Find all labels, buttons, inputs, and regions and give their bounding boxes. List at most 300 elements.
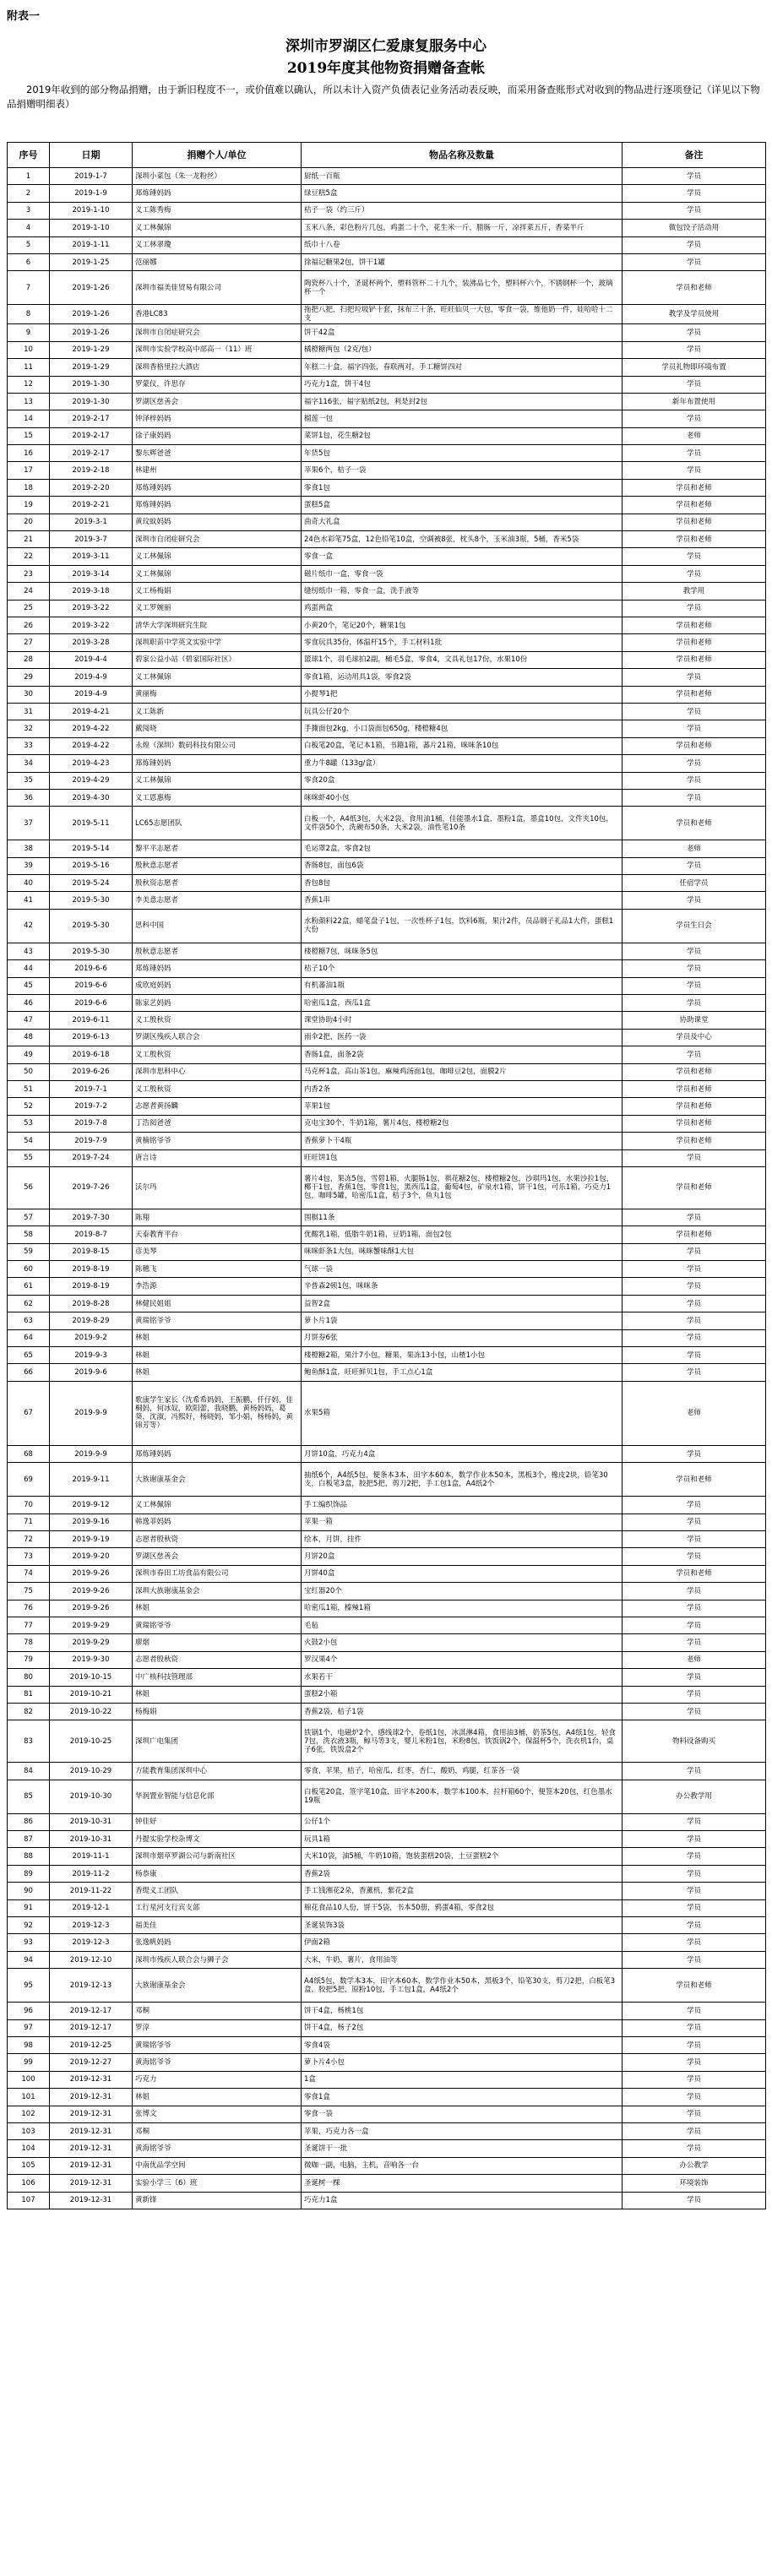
cell-no: 29 xyxy=(8,669,50,686)
table-row xyxy=(8,1278,766,1295)
cell-items: 月饼20盒 xyxy=(302,1548,622,1565)
cell-items: A4纸5包，数学本3本，田字本60本，数学作业本50本，黑板3个，铅笔30支，剪刀2把，白板笔3盒，胶把5把，原粉10包，手工包1盒，A4纸2个 xyxy=(302,1969,622,2003)
cell-note: 学员 xyxy=(622,2140,766,2157)
cell-items: 蛋糕2小箱 xyxy=(302,1686,622,1703)
cell-no: 106 xyxy=(8,2175,50,2192)
cell-note: 学员 xyxy=(622,2054,766,2071)
table-row xyxy=(8,875,766,892)
cell-donor: 义工罗婉丽 xyxy=(133,600,302,617)
cell-note: 学员 xyxy=(622,445,766,462)
cell-date: 2019-9-12 xyxy=(50,1497,133,1514)
header-items: 物品名称及数量 xyxy=(302,143,622,168)
cell-donor: 志愿者殷秋资 xyxy=(133,1531,302,1548)
cell-note: 学员 xyxy=(622,376,766,393)
cell-date: 2019-9-6 xyxy=(50,1364,133,1381)
cell-no: 90 xyxy=(8,1883,50,1899)
cell-note: 学员 xyxy=(622,548,766,565)
cell-note: 学员 xyxy=(622,1583,766,1600)
table-row xyxy=(8,1115,766,1132)
cell-no: 35 xyxy=(8,772,50,789)
header-no: 序号 xyxy=(8,143,50,168)
cell-donor: 福美佳 xyxy=(133,1917,302,1934)
cell-note: 办公教学用 xyxy=(622,1780,766,1813)
cell-date: 2019-2-17 xyxy=(50,427,133,444)
cell-items: 纸巾十八卷 xyxy=(302,236,622,253)
cell-donor: 李浩源 xyxy=(133,1278,302,1295)
cell-note: 学员 xyxy=(622,1917,766,1934)
cell-donor: 张逸帆妈妈 xyxy=(133,1934,302,1951)
table-row xyxy=(8,2192,766,2209)
table-row xyxy=(8,2106,766,2122)
cell-items: 铁锅1个，电磁炉2个，感线球2个，卷纸1包，冰淇淋4箱，食用油3桶，奶茶5包，A4纸1包，轻食7包，洗衣液3瓶，鲸马等3支，婴儿米粉1包，米粉8包，铁饭锅2个，保温杯5个，洗衣机1台，桌子6张，铁饭盒2个 xyxy=(302,1720,622,1763)
cell-no: 102 xyxy=(8,2106,50,2122)
table-row xyxy=(8,909,766,943)
cell-date: 2019-5-24 xyxy=(50,875,133,892)
cell-no: 66 xyxy=(8,1364,50,1381)
cell-items: 福字116张，福字贴纸2包，利是封2包 xyxy=(302,393,622,410)
cell-items: 手工钱湘花2朵，香薰机，紫花2盒 xyxy=(302,1883,622,1899)
cell-date: 2019-3-1 xyxy=(50,514,133,530)
cell-note: 学员和老师 xyxy=(622,1463,766,1497)
cell-note: 学员 xyxy=(622,1209,766,1226)
cell-no: 80 xyxy=(8,1669,50,1686)
cell-date: 2019-8-15 xyxy=(50,1243,133,1260)
cell-note: 学员 xyxy=(622,1763,766,1780)
cell-date: 2019-10-15 xyxy=(50,1669,133,1686)
cell-items: 克电宝30个，牛奶1箱，薯片4包，楼橙糖2包 xyxy=(302,1115,622,1132)
cell-items: 年糕二十盒，福字四张，春联两对，手工糖饼四对 xyxy=(302,359,622,376)
cell-items: 苹果，巧克力各一盒 xyxy=(302,2122,622,2139)
cell-date: 2019-9-11 xyxy=(50,1463,133,1497)
cell-no: 87 xyxy=(8,1831,50,1848)
table-row xyxy=(8,1295,766,1312)
donation-ledger-table xyxy=(7,142,766,2209)
cell-note: 学员 xyxy=(622,1686,766,1703)
table-row xyxy=(8,168,766,185)
cell-no: 28 xyxy=(8,651,50,668)
table-row xyxy=(8,600,766,617)
cell-no: 51 xyxy=(8,1080,50,1097)
cell-donor: 郑炼锤妈妈 xyxy=(133,755,302,772)
cell-no: 54 xyxy=(8,1133,50,1149)
cell-no: 27 xyxy=(8,634,50,651)
cell-note: 学员和老师 xyxy=(622,1565,766,1582)
cell-no: 69 xyxy=(8,1463,50,1497)
table-row xyxy=(8,305,766,324)
cell-note: 学员 xyxy=(622,2106,766,2122)
cell-donor: 唐言诗 xyxy=(133,1149,302,1166)
cell-date: 2019-1-29 xyxy=(50,359,133,376)
cell-note: 学员 xyxy=(622,943,766,959)
table-row xyxy=(8,617,766,633)
cell-note: 学员 xyxy=(622,1831,766,1848)
cell-date: 2019-1-30 xyxy=(50,393,133,410)
cell-no: 83 xyxy=(8,1720,50,1763)
table-row xyxy=(8,2036,766,2053)
cell-date: 2019-9-26 xyxy=(50,1565,133,1582)
table-row xyxy=(8,703,766,720)
cell-no: 33 xyxy=(8,737,50,754)
cell-items: 零食20盒 xyxy=(302,772,622,789)
table-row xyxy=(8,1969,766,2003)
cell-date: 2019-7-8 xyxy=(50,1115,133,1132)
cell-note: 学员 xyxy=(622,1703,766,1720)
cell-items: 厨纸一百瓶 xyxy=(302,168,622,185)
cell-date: 2019-11-22 xyxy=(50,1883,133,1899)
cell-items: 圣诞饼干一批 xyxy=(302,2140,622,2157)
cell-items: 香包8包 xyxy=(302,875,622,892)
table-row xyxy=(8,1531,766,1548)
cell-no: 17 xyxy=(8,462,50,479)
cell-donor: 深圳广电集团 xyxy=(133,1720,302,1763)
cell-donor: 义工杨梅娟 xyxy=(133,583,302,600)
cell-note: 学员 xyxy=(622,341,766,358)
cell-no: 15 xyxy=(8,427,50,444)
cell-date: 2019-1-10 xyxy=(50,220,133,236)
cell-note: 学员 xyxy=(622,1278,766,1295)
cell-donor: 义工林佩锦 xyxy=(133,220,302,236)
cell-items: 零食一袋 xyxy=(302,2106,622,2122)
table-row xyxy=(8,892,766,909)
table-row xyxy=(8,341,766,358)
cell-date: 2019-5-16 xyxy=(50,857,133,874)
cell-items: 零食1箱，运动用具1袋，零食2袋 xyxy=(302,669,622,686)
cell-note: 学员 xyxy=(622,1046,766,1063)
cell-no: 107 xyxy=(8,2192,50,2209)
cell-no: 73 xyxy=(8,1548,50,1565)
cell-date: 2019-9-2 xyxy=(50,1329,133,1346)
cell-items: 篮球1个，羽毛球拍2副，桶毛5盒，零食4，文具礼包17份，水果10份 xyxy=(302,651,622,668)
table-row xyxy=(8,2122,766,2139)
cell-date: 2019-1-26 xyxy=(50,305,133,324)
cell-no: 105 xyxy=(8,2157,50,2174)
cell-donor: 陈穗飞 xyxy=(133,1261,302,1278)
cell-items: 菜饼1包，花生糖2包 xyxy=(302,427,622,444)
table-row xyxy=(8,1347,766,1364)
cell-note: 学员 xyxy=(622,1312,766,1329)
table-row xyxy=(8,1261,766,1278)
cell-donor: 罗湖区慈善会 xyxy=(133,1548,302,1565)
cell-no: 4 xyxy=(8,220,50,236)
cell-items: 香肠1盒，面条2袋 xyxy=(302,1046,622,1063)
cell-items: 绿豆糕5盒 xyxy=(302,185,622,202)
cell-date: 2019-4-22 xyxy=(50,737,133,754)
cell-no: 68 xyxy=(8,1445,50,1462)
cell-date: 2019-10-22 xyxy=(50,1703,133,1720)
cell-date: 2019-5-30 xyxy=(50,909,133,943)
table-row xyxy=(8,737,766,754)
cell-no: 104 xyxy=(8,2140,50,2157)
table-row xyxy=(8,1029,766,1046)
cell-note: 学员 xyxy=(622,1934,766,1951)
cell-date: 2019-4-22 xyxy=(50,720,133,737)
table-row xyxy=(8,220,766,236)
cell-no: 48 xyxy=(8,1029,50,1046)
table-row xyxy=(8,1012,766,1029)
cell-note: 学员 xyxy=(622,1883,766,1899)
cell-no: 81 xyxy=(8,1686,50,1703)
cell-no: 39 xyxy=(8,857,50,874)
table-row xyxy=(8,1703,766,1720)
table-row xyxy=(8,977,766,994)
cell-no: 5 xyxy=(8,236,50,253)
cell-donor: 殷秋意志愿者 xyxy=(133,943,302,959)
cell-note: 老师 xyxy=(622,1381,766,1445)
cell-no: 31 xyxy=(8,703,50,720)
cell-date: 2019-3-22 xyxy=(50,617,133,633)
cell-donor: 深圳市春田工坊食品有限公司 xyxy=(133,1565,302,1582)
cell-date: 2019-6-13 xyxy=(50,1029,133,1046)
cell-note: 学员和老师 xyxy=(622,686,766,703)
table-row xyxy=(8,651,766,668)
cell-items: 香蕉萝卜干4瓶 xyxy=(302,1133,622,1149)
cell-date: 2019-1-30 xyxy=(50,376,133,393)
cell-note: 学员 xyxy=(622,2071,766,2088)
cell-donor: 深圳市实验学校高中部高一（11）班 xyxy=(133,341,302,358)
table-row xyxy=(8,2019,766,2036)
cell-note: 学员 xyxy=(622,857,766,874)
cell-no: 1 xyxy=(8,168,50,185)
cell-items: 苹果1包 xyxy=(302,1098,622,1115)
cell-items: 香蕉2袋 xyxy=(302,1865,622,1882)
cell-items: 棉花食品10人份，饼干5袋，书本50册，鸦蛋4箱，零食2包 xyxy=(302,1899,622,1916)
cell-date: 2019-6-26 xyxy=(50,1063,133,1080)
cell-items: 桔子一袋（约三斤） xyxy=(302,202,622,219)
cell-donor: 义工殷秋资 xyxy=(133,1080,302,1097)
cell-no: 2 xyxy=(8,185,50,202)
cell-items: 哈密瓜1箱，榛辣1箱 xyxy=(302,1600,622,1617)
cell-donor: 彦美琴 xyxy=(133,1243,302,1260)
table-row xyxy=(8,686,766,703)
cell-donor: 罗蒙仪，许思存 xyxy=(133,376,302,393)
table-row xyxy=(8,1686,766,1703)
cell-donor: 义工恩惠梅 xyxy=(133,789,302,806)
cell-donor: 中广核科技管理部 xyxy=(133,1669,302,1686)
cell-note: 学员 xyxy=(622,236,766,253)
cell-date: 2019-2-17 xyxy=(50,410,133,427)
cell-date: 2019-7-1 xyxy=(50,1080,133,1097)
cell-items: 围棋11条 xyxy=(302,1209,622,1226)
cell-no: 98 xyxy=(8,2036,50,2053)
cell-date: 2019-10-31 xyxy=(50,1813,133,1830)
table-row xyxy=(8,1463,766,1497)
cell-no: 101 xyxy=(8,2089,50,2106)
cell-donor: 张博文 xyxy=(133,2106,302,2122)
cell-note: 学员 xyxy=(622,1445,766,1462)
cell-donor: 邓桐 xyxy=(133,2122,302,2139)
cell-items: 马克杯1盒，高山茶1包，麻辣鸡汤面1包，咖啡豆2包，面膜2片 xyxy=(302,1063,622,1080)
cell-no: 91 xyxy=(8,1899,50,1916)
cell-date: 2019-12-25 xyxy=(50,2036,133,2053)
table-row xyxy=(8,1651,766,1668)
table-row xyxy=(8,755,766,772)
cell-donor: 黄海铭爷爷 xyxy=(133,2140,302,2157)
cell-no: 6 xyxy=(8,253,50,270)
cell-donor: LC65志愿团队 xyxy=(133,807,302,840)
table-row xyxy=(8,1149,766,1166)
table-row xyxy=(8,1565,766,1582)
cell-date: 2019-12-3 xyxy=(50,1934,133,1951)
cell-items: 白板笔20盒，签字笔10盒，田字本200本，数学本100本，拉杆箱60个，便签本20包，红色墨水19瓶 xyxy=(302,1780,622,1813)
table-row xyxy=(8,548,766,565)
cell-items: 优酸乳1箱，低脂牛奶1箱，豆奶1箱，面包2包 xyxy=(302,1226,622,1243)
cell-no: 23 xyxy=(8,565,50,582)
cell-note: 学员 xyxy=(622,565,766,582)
cell-donor: 邓桐 xyxy=(133,2003,302,2019)
cell-note: 学员 xyxy=(622,1865,766,1882)
cell-no: 82 xyxy=(8,1703,50,1720)
cell-items: 毛运罩2盒，零食2包 xyxy=(302,840,622,857)
table-row xyxy=(8,960,766,977)
cell-date: 2019-10-30 xyxy=(50,1780,133,1813)
cell-no: 77 xyxy=(8,1617,50,1633)
cell-date: 2019-12-31 xyxy=(50,2140,133,2157)
cell-date: 2019-12-27 xyxy=(50,2054,133,2071)
cell-no: 8 xyxy=(8,305,50,324)
cell-date: 2019-12-13 xyxy=(50,1969,133,2003)
table-row xyxy=(8,479,766,496)
cell-no: 79 xyxy=(8,1651,50,1668)
cell-items: 水粉颜料22盒，蜡笔盘子1包，一次性杯子1包，饮料6瓶，果汁2件，员品钢子礼品1大件，蛋糕1大份 xyxy=(302,909,622,943)
cell-no: 26 xyxy=(8,617,50,633)
cell-date: 2019-7-26 xyxy=(50,1166,133,1209)
cell-note: 学员 xyxy=(622,1548,766,1565)
cell-no: 64 xyxy=(8,1329,50,1346)
cell-note: 学员 xyxy=(622,1347,766,1364)
cell-items: 苹果一箱 xyxy=(302,1514,622,1530)
table-row xyxy=(8,772,766,789)
cell-donor: 深圳市福美佳贸易有限公司 xyxy=(133,271,302,305)
cell-items: 楼橙糖7包，咪咪条5包 xyxy=(302,943,622,959)
table-row xyxy=(8,462,766,479)
cell-donor: 廖烟 xyxy=(133,1634,302,1651)
table-row xyxy=(8,1209,766,1226)
cell-items: 火鼓2小包 xyxy=(302,1634,622,1651)
cell-no: 88 xyxy=(8,1848,50,1865)
cell-note: 学员和老师 xyxy=(622,737,766,754)
cell-no: 24 xyxy=(8,583,50,600)
cell-no: 53 xyxy=(8,1115,50,1132)
cell-date: 2019-9-26 xyxy=(50,1600,133,1617)
cell-donor: 林健民姐姐 xyxy=(133,1295,302,1312)
cell-donor: 天泰教育平台 xyxy=(133,1226,302,1243)
table-row xyxy=(8,376,766,393)
cell-note: 学员和老师 xyxy=(622,479,766,496)
cell-items: 伊面2箱 xyxy=(302,1934,622,1951)
cell-items: 玩具公仔20个 xyxy=(302,703,622,720)
cell-no: 50 xyxy=(8,1063,50,1080)
cell-donor: 碧家公益小站（碧家国际社区） xyxy=(133,651,302,668)
cell-no: 70 xyxy=(8,1497,50,1514)
cell-note: 学员 xyxy=(622,2036,766,2053)
table-row xyxy=(8,634,766,651)
cell-note: 学员 xyxy=(622,755,766,772)
cell-donor: 林姐 xyxy=(133,1329,302,1346)
cell-date: 2019-12-31 xyxy=(50,2192,133,2209)
cell-donor: 殷秋资志愿者 xyxy=(133,875,302,892)
cell-date: 2019-7-9 xyxy=(50,1133,133,1149)
cell-donor: 清华大学深圳研究生院 xyxy=(133,617,302,633)
cell-items: 缝纫纸巾一箱，零食一盒，洗手液等 xyxy=(302,583,622,600)
table-row xyxy=(8,857,766,874)
cell-note: 学员和老师 xyxy=(622,1166,766,1209)
cell-donor: 罗湖区残疾人联合会 xyxy=(133,1029,302,1046)
cell-date: 2019-8-29 xyxy=(50,1312,133,1329)
cell-note: 学员和老师 xyxy=(622,497,766,514)
table-row xyxy=(8,669,766,686)
cell-donor: 戴阅晓 xyxy=(133,720,302,737)
cell-note: 学员 xyxy=(622,1600,766,1617)
cell-donor: 黄海铭爷爷 xyxy=(133,2054,302,2071)
cell-donor: 义工陈秀梅 xyxy=(133,202,302,219)
cell-note: 学员和老师 xyxy=(622,514,766,530)
cell-date: 2019-3-14 xyxy=(50,565,133,582)
cell-date: 2019-4-29 xyxy=(50,772,133,789)
cell-no: 16 xyxy=(8,445,50,462)
cell-donor: 义工殷秋资 xyxy=(133,1012,302,1029)
cell-donor: 郑炼锤妈妈 xyxy=(133,185,302,202)
cell-items: 水果若干 xyxy=(302,1669,622,1686)
cell-items: 薯片4包，果冻5包，雪碧1箱，火腿肠1包，祺花糖2包，楼橙糖2包，沙琪玛1包，水果沙拉1包，椰干1包，香蕉1包，零食1包，黑西瓜1盒，葡萄4包，矿泉水1箱，饼干1包，可乐1箱，巧克力1包，咖啡5罐，哈密瓜1盒，桔子3个，鱼丸1包 xyxy=(302,1166,622,1209)
cell-donor: 义工林佩锦 xyxy=(133,1497,302,1514)
cell-no: 41 xyxy=(8,892,50,909)
cell-donor: 义工林佩锦 xyxy=(133,565,302,582)
cell-donor: 华润置业智能与信息化部 xyxy=(133,1780,302,1813)
table-row xyxy=(8,1514,766,1530)
cell-date: 2019-12-31 xyxy=(50,2089,133,2106)
cell-note: 学员 xyxy=(622,1149,766,1166)
table-row xyxy=(8,789,766,806)
cell-note: 学员 xyxy=(622,1243,766,1260)
cell-donor: 陈翔 xyxy=(133,1209,302,1226)
cell-date: 2019-9-20 xyxy=(50,1548,133,1565)
cell-note: 学员 xyxy=(622,1617,766,1633)
cell-items: 萝卜片4小包 xyxy=(302,2054,622,2071)
cell-donor: 丁浩阅爸爸 xyxy=(133,1115,302,1132)
cell-items: 月饼券6张 xyxy=(302,1329,622,1346)
table-row xyxy=(8,1497,766,1514)
ledger-title: 2019年度其他物资捐赠备查帐 xyxy=(286,60,486,77)
cell-note: 学员 xyxy=(622,720,766,737)
table-row xyxy=(8,2157,766,2174)
cell-date: 2019-12-17 xyxy=(50,2019,133,2036)
cell-date: 2019-4-4 xyxy=(50,651,133,668)
table-row xyxy=(8,1063,766,1080)
table-row xyxy=(8,1583,766,1600)
cell-note: 学员 xyxy=(622,168,766,185)
cell-note: 物料设备购买 xyxy=(622,1720,766,1763)
table-row xyxy=(8,1813,766,1830)
cell-note: 教学用 xyxy=(622,583,766,600)
cell-note: 协助课堂 xyxy=(622,1012,766,1029)
cell-note: 学员及中心 xyxy=(622,1029,766,1046)
header-date: 日期 xyxy=(50,143,133,168)
cell-items: 益智2盒 xyxy=(302,1295,622,1312)
cell-items: 气球一袋 xyxy=(302,1261,622,1278)
cell-donor: 义工陈新 xyxy=(133,703,302,720)
table-row xyxy=(8,840,766,857)
table-row xyxy=(8,1046,766,1063)
cell-items: 鲍鱼酥1盒，旺旺鲜贝1包，手工点心1盒 xyxy=(302,1364,622,1381)
cell-note: 学员 xyxy=(622,1514,766,1530)
cell-items: 曲奇大礼盒 xyxy=(302,514,622,530)
cell-donor: 工行星河支行宾支部 xyxy=(133,1899,302,1916)
cell-note: 学员和老师 xyxy=(622,1969,766,2003)
cell-no: 100 xyxy=(8,2071,50,2088)
cell-items: 玉米八条，彩色粉片几包，鸡蛋二十个，花生米一斤，腊肠一斤，凉拌菜五斤，香菜半斤 xyxy=(302,220,622,236)
cell-items: 手撕面包2kg，小口袋面包650g，楼橙糖4包 xyxy=(302,720,622,737)
cell-note: 办公教学 xyxy=(622,2157,766,2174)
